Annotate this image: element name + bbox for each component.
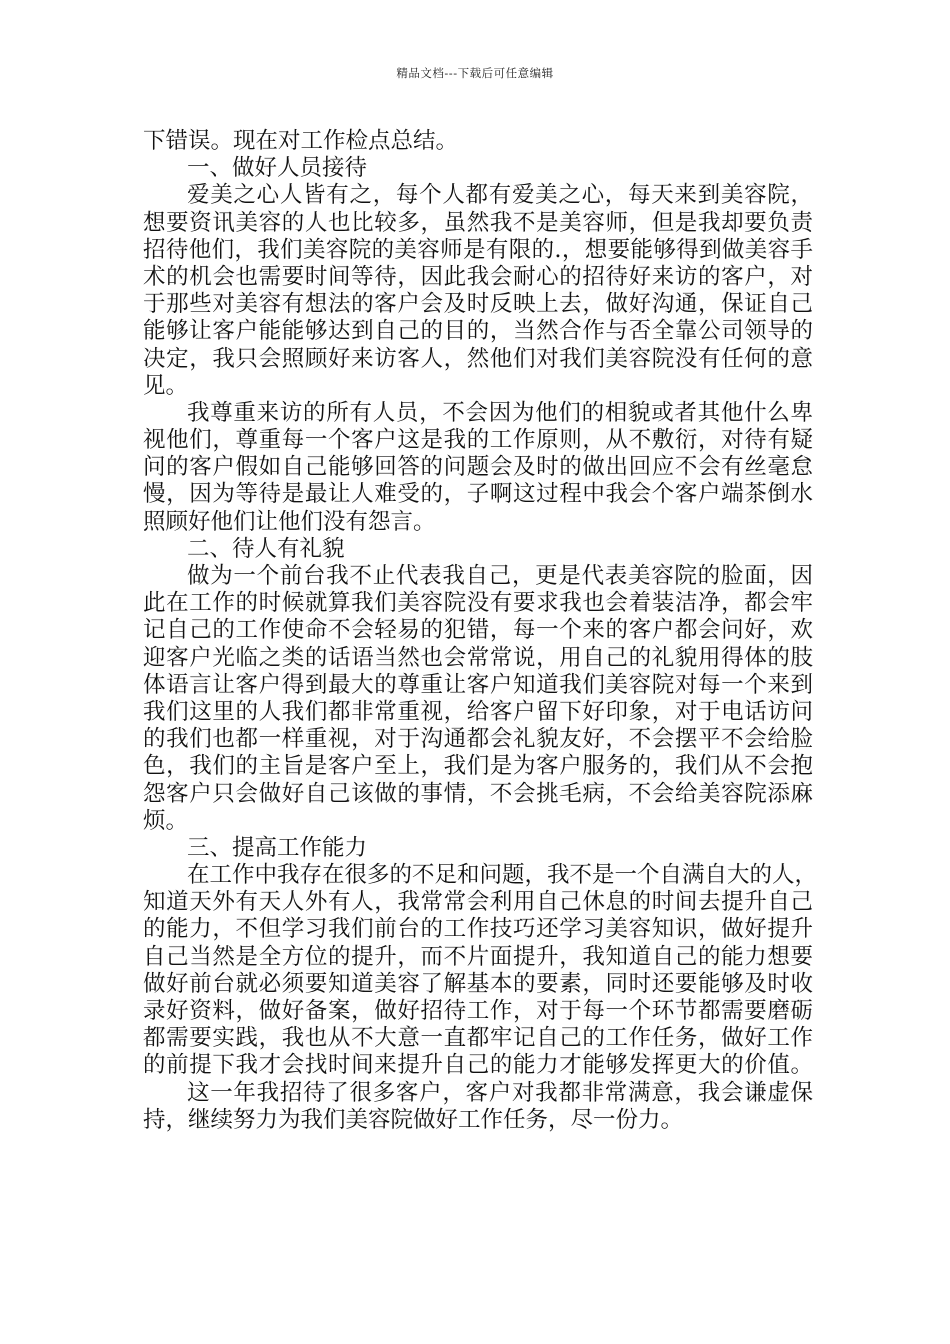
text-line: 视他们，尊重每一个客户这是我的工作原则，从不敷衍，对待有疑 <box>143 427 813 454</box>
text-line: 照顾好他们让他们没有怨言。 <box>143 508 436 535</box>
text-line: 知道天外有天人外有人，我常常会利用自己休息的时间去提升自己 <box>143 889 813 916</box>
text-line: 色，我们的主旨是客户至上，我们是为客户服务的，我们从不会抱 <box>143 753 813 780</box>
text-line: 怨客户只会做好自己该做的事情，不会挑毛病，不会给美容院添麻 <box>143 780 813 807</box>
text-line: 记自己的工作使命不会轻易的犯错，每一个来的客户都会问好，欢 <box>143 617 813 644</box>
text-line: 招待他们，我们美容院的美容师是有限的.，想要能够得到做美容手 <box>143 236 813 263</box>
text-line: 烦。 <box>143 807 189 834</box>
document-body <box>143 128 818 1134</box>
text-line: 于那些对美容有想法的客户会及时反映上去，做好沟通，保证自己 <box>143 291 813 318</box>
text-line: 此在工作的时候就算我们美容院没有要求我也会着装洁净，都会牢 <box>143 590 813 617</box>
text-line: 一、做好人员接待 <box>187 155 368 182</box>
text-line: 的前提下我才会找时间来提升自己的能力才能够发挥更大的价值。 <box>143 1052 813 1079</box>
text-line: 录好资料，做好备案，做好招待工作，对于每一个环节都需要磨砺 <box>143 998 813 1024</box>
text-line: 二、待人有礼貌 <box>187 535 345 562</box>
text-line: 持，继续努力为我们美容院做好工作任务，尽一份力。 <box>143 1106 684 1133</box>
text-line: 下错误。现在对工作检点总结。 <box>143 128 459 154</box>
text-line: 在工作中我存在很多的不足和问题，我不是一个自满自大的人， <box>187 862 818 889</box>
page-header: 精品文档---下载后可任意编辑 <box>396 66 554 80</box>
text-line: 我尊重来访的所有人员，不会因为他们的相貌或者其他什么卑 <box>187 399 813 426</box>
text-line: 慢，因为等待是最让人难受的，子啊这过程中我会个客户端茶倒水 <box>143 481 813 508</box>
text-line: 做好前台就必须要知道美容了解基本的要素，同时还要能够及时收 <box>143 970 813 997</box>
text-line: 问的客户假如自己能够回答的问题会及时的做出回应不会有丝毫怠 <box>143 454 813 481</box>
text-line: 的能力，不但学习我们前台的工作技巧还学习美容知识，做好提升 <box>143 916 813 943</box>
text-line: 爱美之心人皆有之，每个人都有爱美之心，每天来到美容院， <box>187 182 813 209</box>
text-line: 能够让客户能能够达到自己的目的，当然合作与否全靠公司领导的 <box>143 318 813 345</box>
text-line: 决定，我只会照顾好来访客人，然他们对我们美容院没有任何的意 <box>143 345 813 372</box>
text-line: 都需要实践，我也从不大意一直都牢记自己的工作任务，做好工作 <box>143 1025 813 1052</box>
text-line: 做为一个前台我不止代表我自己，更是代表美容院的脸面，因 <box>187 563 813 589</box>
text-line: 这一年我招待了很多客户，客户对我都非常满意，我会谦虚保 <box>187 1079 813 1106</box>
text-line: 见。 <box>143 372 189 399</box>
text-line: 想要资讯美容的人也比较多，虽然我不是美容师，但是我却要负责 <box>143 209 813 236</box>
text-line: 的我们也都一样重视，对于沟通都会礼貌友好，不会摆平不会给脸 <box>143 726 813 753</box>
text-line: 三、提高工作能力 <box>187 834 368 861</box>
text-line: 体语言让客户得到最大的尊重让客户知道我们美容院对每一个来到 <box>143 671 813 698</box>
text-line: 术的机会也需要时间等待，因此我会耐心的招待好来访的客户，对 <box>143 263 813 290</box>
text-line: 自己当然是全方位的提升，而不片面提升，我知道自己的能力想要 <box>143 943 813 970</box>
text-line: 我们这里的人我们都非常重视，给客户留下好印象，对于电话访问 <box>143 698 813 725</box>
text-line: 迎客户光临之类的话语当然也会常常说，用自己的礼貌用得体的肢 <box>143 644 813 671</box>
